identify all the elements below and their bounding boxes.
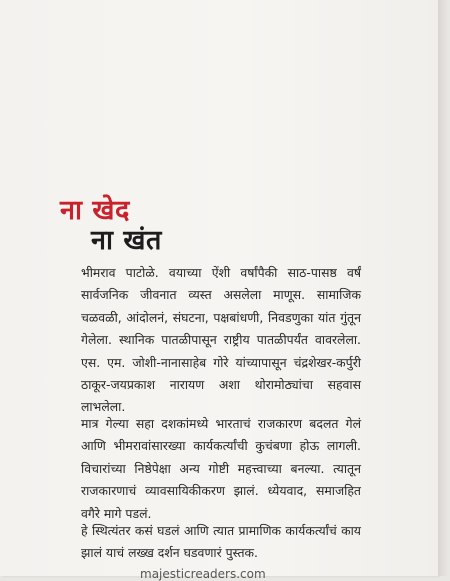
book-title: [60, 194, 280, 264]
page-edge: [438, 0, 450, 576]
title-line-black: ना खंत: [91, 225, 162, 256]
publisher-website: majesticreaders.com: [140, 567, 266, 581]
blurb-paragraph-1: भीमराव पाटोळे. वयाच्या ऐंशी वर्षांपैकी साठ-पासष्ठ वर्षं सार्वजनिक जीवनात व्यस्त असलेला माणूस. सामाजिक चळवळी, आंदोलनं, संघटना, पक्षबांधणी, निवडणुका यांत गुंतून गेलेला. स्थानिक पातळीपासून राष्ट्रीय पातळीपर्यंत वावरलेला. एस. एम. जोशी-नानासाहेब गोरे यांच्यापासून चंद्रशेखर-कर्पुरी ठाकूर-जयप्रकाश नारायण अशा थोरामोठ्यांचा सहवास लाभलेला.: [81, 265, 361, 415]
title-line-red: ना खेद: [60, 195, 130, 226]
blurb-paragraph-2: मात्र गेल्या सहा दशकांमध्ये भारताचं राजकारण बदलत गेलं आणि भीमरावांसारख्या कार्यकर्त्यांची कुचंबणा होऊ लागली. विचारांच्या निष्ठेपेक्षा अन्य गोष्टी महत्त्वाच्या बनल्या. त्यातून राजकारणाचं व्यावसायिकीकरण झालं. ध्येयवाद, समाजहित वगैरे मागे पडलं.: [81, 416, 361, 521]
blurb-paragraph-3: हे स्थित्यंतर कसं घडलं आणि त्यात प्रामाणिक कार्यकर्त्यांचं काय झालं याचं लख्ख दर्शन घडवणारं पुस्तक.: [81, 523, 361, 561]
